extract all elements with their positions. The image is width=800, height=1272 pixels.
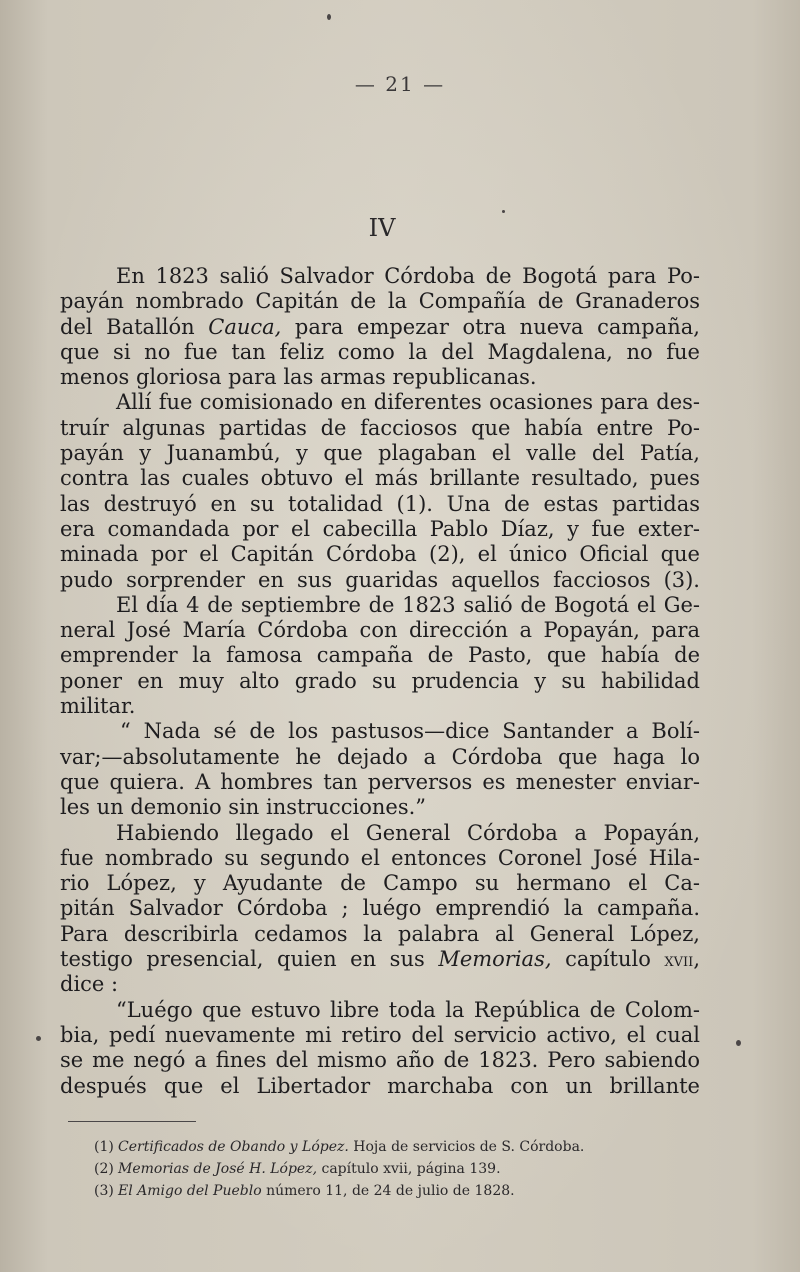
text-line: que si no fue tan feliz como la del Magdalena, no fue xyxy=(60,339,700,364)
text-line: bia, pedí nuevamente mi retiro del servicio activo, el cual xyxy=(60,1022,700,1047)
footnote-number: (1) xyxy=(94,1139,114,1155)
text-line: var;—absolutamente he dejado a Córdoba que haga lo xyxy=(60,744,700,769)
text-line: El día 4 de septiembre de 1823 salió de Bogotá el Ge- xyxy=(116,592,700,617)
text-line: En 1823 salió Salvador Córdoba de Bogotá para Po- xyxy=(116,264,700,288)
text-line: menos gloriosa para las armas republicanas. xyxy=(60,365,537,390)
text-line: emprender la famosa campaña de Pasto, que había de xyxy=(60,643,700,668)
text-line: se me negó a fines del mismo año de 1823. Pero sabiendo xyxy=(60,1048,700,1073)
footnote xyxy=(94,1180,694,1202)
text-line: fue nombrado su segundo el entonces Coronel José Hila- xyxy=(60,845,700,870)
text-fragment: , xyxy=(693,947,700,972)
text-line: pitán Salvador Córdoba ; luégo emprendió la campaña. xyxy=(60,896,700,921)
paper-speck xyxy=(327,14,331,20)
text-line: Para describirla cedamos la palabra al General López, xyxy=(60,921,700,946)
text-line: dice : xyxy=(60,972,119,997)
footnote-number: (3) xyxy=(94,1183,114,1199)
text-line: neral José María Córdoba con dirección a Popayán, para xyxy=(60,618,700,643)
text-line: truír algunas partidas de facciosos que había entre Po- xyxy=(60,415,700,440)
footnote-text: número 11, de 24 de julio de 1828. xyxy=(261,1183,515,1199)
text-line: minada por el Capitán Córdoba (2), el único Oficial que xyxy=(60,542,700,567)
text-line: contra las cuales obtuvo el más brillante resultado, pues xyxy=(60,466,700,491)
italic-batallon-name: Cauca, xyxy=(208,314,282,339)
text-fragment: para empezar otra nueva campaña, xyxy=(281,314,700,339)
paper-speck xyxy=(36,1036,41,1041)
text-line: poner en muy alto grado su prudencia y su habilidad xyxy=(60,668,700,693)
text-line: Allí fue comisionado en diferentes ocasiones para des- xyxy=(116,390,700,415)
text-line: Habiendo llegado el General Córdoba a Popayán, xyxy=(116,820,700,845)
footnote xyxy=(94,1136,694,1158)
footnote-text: capítulo xvii, página 139. xyxy=(317,1161,501,1177)
text-line: “ Nada sé de los pastusos—dice Santander a Bolí- xyxy=(120,719,700,744)
footnote-number: (2) xyxy=(94,1161,114,1177)
text-line: que quiera. A hombres tan perversos es menester enviar- xyxy=(60,769,700,794)
chapter-heading: IV xyxy=(368,214,396,242)
footnote-source: Memorias de José H. López, xyxy=(118,1161,318,1177)
italic-book-title: Memorias, xyxy=(438,947,552,972)
text-fragment: capítulo xyxy=(551,947,665,972)
footnotes xyxy=(94,1136,694,1202)
body-text xyxy=(60,264,700,1099)
text-line: después que el Libertador marchaba con un brillante xyxy=(60,1073,700,1098)
text-line: las destruyó en su totalidad (1). Una de estas partidas xyxy=(60,491,700,516)
text-fragment: del Batallón xyxy=(60,314,209,339)
paper-speck xyxy=(736,1040,741,1046)
text-line: pudo sorprender en sus guaridas aquellos facciosos (3). xyxy=(60,567,700,592)
text-fragment: testigo presencial, quien en sus xyxy=(60,947,439,972)
footnote-separator xyxy=(68,1121,196,1122)
page-number: — 21 — xyxy=(354,72,446,96)
footnote-text: Hoja de servicios de S. Córdoba. xyxy=(348,1139,585,1155)
chapter-reference: xvii xyxy=(664,949,694,972)
footnote-source: Certificados de Obando y López. xyxy=(118,1139,349,1155)
text-line xyxy=(60,947,700,972)
footnote xyxy=(94,1158,694,1180)
text-line: era comandada por el cabecilla Pablo Díaz, y fue exter- xyxy=(60,516,700,541)
text-line: payán nombrado Capitán de la Compañía de Granaderos xyxy=(60,289,700,314)
footnote-source: El Amigo del Pueblo xyxy=(118,1183,262,1199)
text-line: rio López, y Ayudante de Campo su hermano el Ca- xyxy=(60,871,700,896)
paper-speck xyxy=(502,210,505,213)
text-line: “Luégo que estuvo libre toda la República de Colom- xyxy=(116,997,700,1022)
text-line: militar. xyxy=(60,694,136,719)
text-line xyxy=(60,315,700,340)
text-line: les un demonio sin instrucciones.” xyxy=(60,795,427,820)
text-line: payán y Juanambú, y que plagaban el valle del Patía, xyxy=(60,441,700,466)
